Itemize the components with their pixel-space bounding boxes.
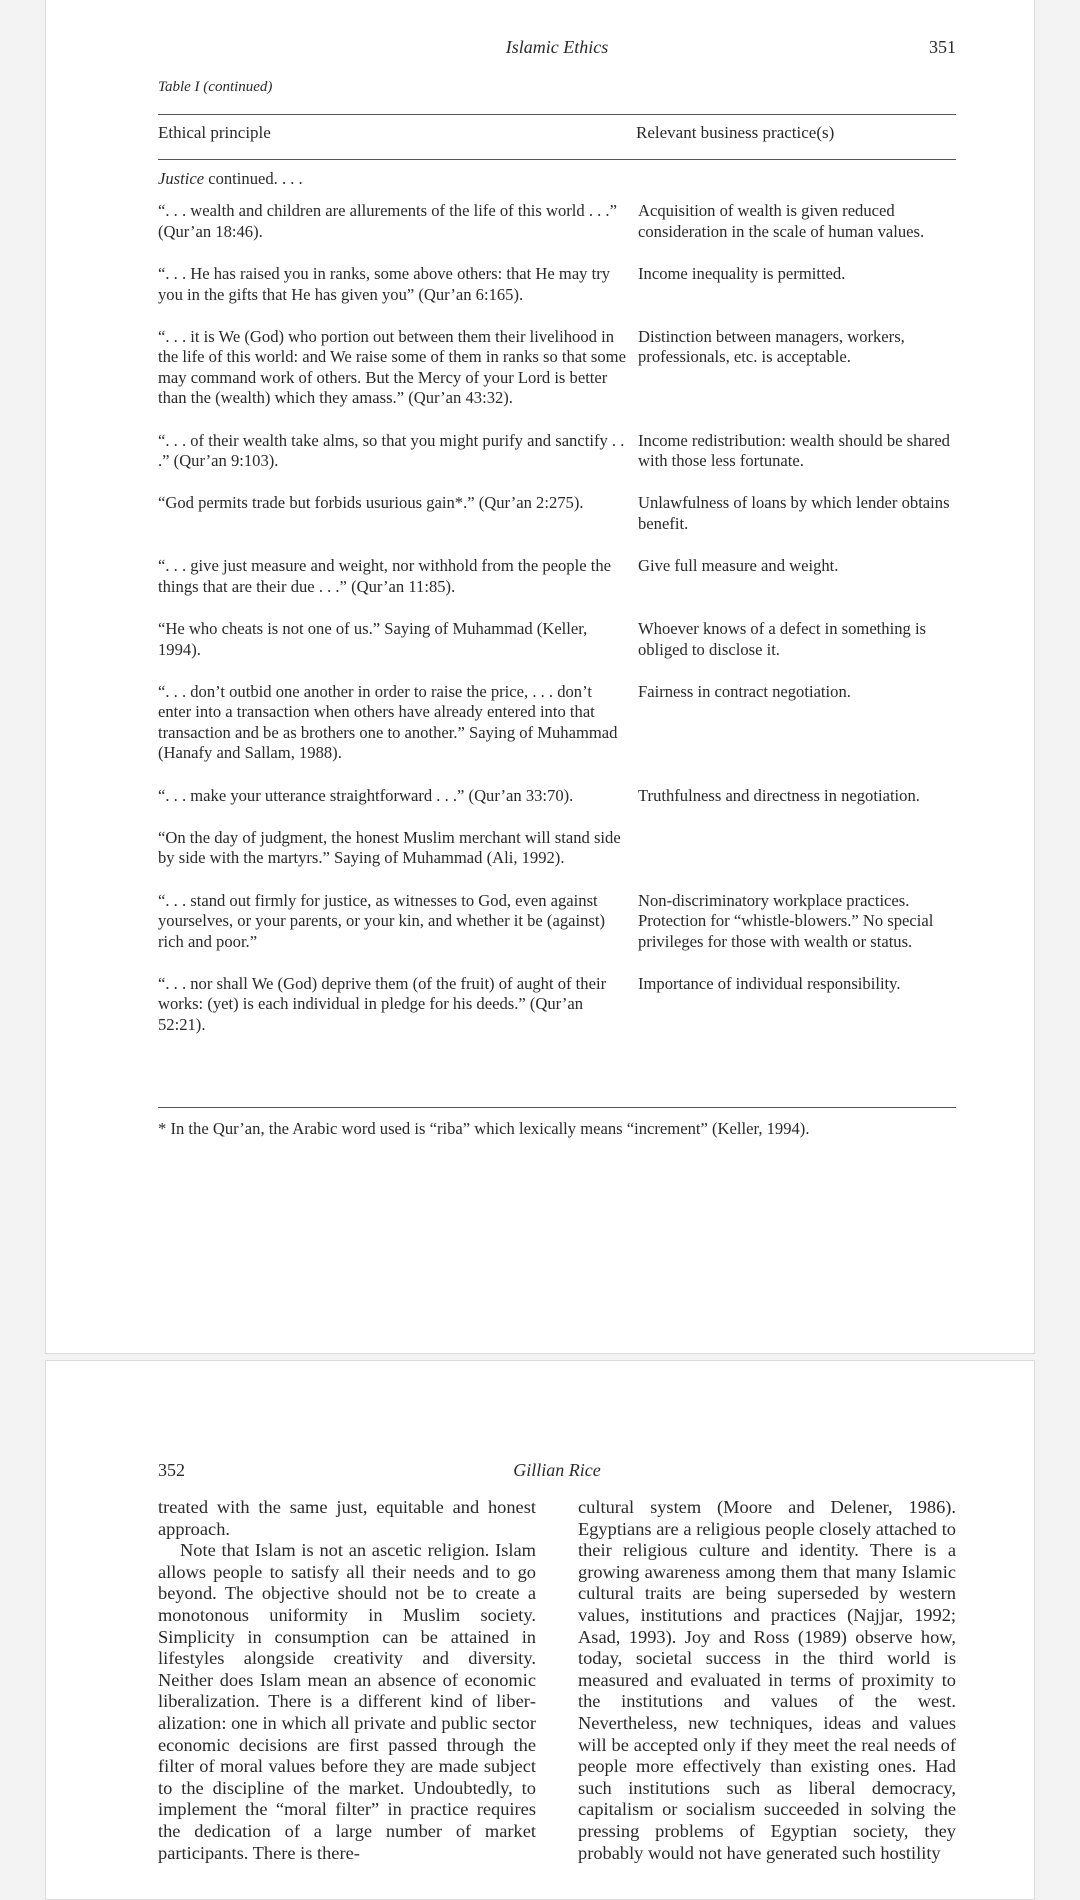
practice-cell: Acquisition of wealth is given reduced consideration in the scale of human values. (638, 201, 925, 241)
header-business-practice: Relevant business practice(s) (636, 123, 835, 142)
principle-cell: “On the day of judgment, the honest Muslim merchant will stand side by side with the martyrs.” Saying of Muhammad (Ali, 1992). (158, 827, 621, 868)
table-header-rule (158, 159, 956, 160)
principle-cell: “. . . it is We (God) who portion out between them their livelihood in the life of this world: and We raise some of them in ranks so that some may command work of others. But the Mercy of your Lord is better than the (wealth) which they amass.” (Qur’an 43:32). (158, 327, 626, 408)
practice-cell: Truthfulness and directness in negotiation. (638, 785, 920, 805)
paragraph: Note that Islam is not an ascetic religion. Islam allows people to satisfy all their needs and to go beyond. The objective should not be to create a monotonous uniformity in Muslim society. Simplicity in consumption can be attained in lifestyles alongside creativity and diversity. Neither does Islam mean an absence of economic liberalization. There is a different kind of liberalization: one in which all private and public sector economic decisions are first passed through the filter of moral values before they are made subject to the discipline of the market. Undoubtedly, to implement the “moral filter” in practice requires the dedication of a large number of market participants. There is there- (158, 1540, 536, 1863)
table-row (158, 786, 956, 806)
principle-cell: “. . . of their wealth take alms, so that you might purify and sanctify . . .” (Qur’an 9:103). (158, 430, 625, 471)
practice-cell: Non-discriminatory workplace practices. Protection for “whistle-blowers.” No special privileges for those with wealth or status. (638, 890, 934, 951)
table-footnote: * In the Qur’an, the Arabic word used is “riba” which lexically means “increment” (Keller, 1994). (158, 1119, 810, 1138)
running-head (158, 1460, 956, 1486)
section-label-italic: Justice (158, 169, 205, 188)
paragraph: cultural system (Moore and Delener, 1986). Egyptians are a religious people closely attached to their religious culture and identity. There is a growing awareness among them that many Islamic cultural traits are being superseded by western values, institutions and practices (Najjar, 1992; Asad, 1993). Joy and Ross (1989) observe how, today, societal success in the third world is measured and evaluated in terms of proximity to the institutions and values of the west. Nevertheless, new techniques, ideas and values will be accepted only if they meet the real needs of people more effectively than existing ones. Had such institutions such as liberal democracy, capitalism or socialism succeeded in solving the pressing problems of Egyptian society, they probably would not have generated such hostility (578, 1497, 956, 1863)
body-text (158, 1497, 956, 1864)
paragraph: treated with the same just, equitable and honest approach. (158, 1497, 536, 1539)
practice-cell: Fairness in contract negotiation. (638, 681, 851, 701)
principle-cell: “God permits trade but forbids usurious gain*.” (Qur’an 2:275). (158, 493, 584, 513)
running-head (158, 37, 956, 63)
table-row (158, 828, 956, 869)
practice-cell: Unlawfulness of loans by which lender obtains benefit. (638, 493, 950, 533)
principle-cell: “. . . stand out firmly for justice, as witnesses to God, even against yourselves, or your parents, or your kin, and whether it be (against) rich and poor.” (158, 890, 605, 951)
table-bottom-rule (158, 1107, 956, 1108)
principle-cell: “. . . He has raised you in ranks, some above others: that He may try you in the gifts that He has given you” (Qur’an 6:165). (158, 264, 611, 304)
table-row (158, 201, 956, 242)
page-351 (45, 0, 1035, 1354)
section-label (158, 169, 956, 189)
page-352 (45, 1360, 1035, 1900)
practice-cell: Distinction between managers, workers, professionals, etc. is acceptable. (638, 327, 905, 367)
practice-cell: Income redistribution: wealth should be shared with those less fortunate. (638, 430, 950, 471)
left-column (158, 1497, 536, 1864)
practice-cell: Income inequality is permitted. (638, 264, 846, 284)
practice-cell: Whoever knows of a defect in something is obliged to disclose it. (638, 619, 927, 659)
table-row (158, 264, 956, 305)
table-top-rule (158, 114, 956, 115)
right-column (578, 1497, 956, 1864)
section-label-rest: continued. . . . (204, 169, 303, 188)
practice-cell: Give full measure and weight. (638, 556, 839, 576)
principle-cell: “He who cheats is not one of us.” Saying of Muhammad (Keller, 1994). (158, 619, 588, 659)
principle-cell: “. . . nor shall We (God) deprive them (of the fruit) of aught of their works: (yet) is each individual in pledge for his deeds.” (Qur’an 52:21). (158, 973, 607, 1034)
principle-cell: “. . . make your utterance straightforward . . .” (Qur’an 33:70). (158, 785, 574, 805)
practice-cell: Importance of individual responsibility. (638, 973, 901, 993)
practice-cell (638, 828, 956, 869)
table-row (158, 682, 956, 764)
table-row (158, 327, 956, 409)
table-row (158, 974, 956, 1035)
page-number: 351 (929, 37, 956, 57)
header-ethical-principle: Ethical principle (158, 123, 271, 142)
table-row (158, 619, 956, 660)
running-title: Gillian Rice (513, 1460, 601, 1480)
page-number: 352 (158, 1460, 185, 1480)
running-title: Islamic Ethics (505, 37, 609, 57)
table-row (158, 431, 956, 472)
table-row (158, 891, 956, 952)
table-caption: Table I (continued) (158, 79, 273, 95)
principle-cell: “. . . give just measure and weight, nor withhold from the people the things that are their due . . .” (Qur’an 11:85). (158, 556, 611, 596)
table-row (158, 493, 956, 534)
principle-cell: “. . . don’t outbid one another in order to raise the price, . . . don’t enter into a transaction when others have already entered into that transaction and be as brothers one to another.” Saying of Muhammad (Hanafy and Sallam, 1988). (158, 681, 618, 763)
principle-cell: “. . . wealth and children are allurements of the life of this world . . .” (Qur’an 18:46). (158, 201, 617, 241)
table-body (158, 169, 956, 1035)
table-row (158, 556, 956, 597)
